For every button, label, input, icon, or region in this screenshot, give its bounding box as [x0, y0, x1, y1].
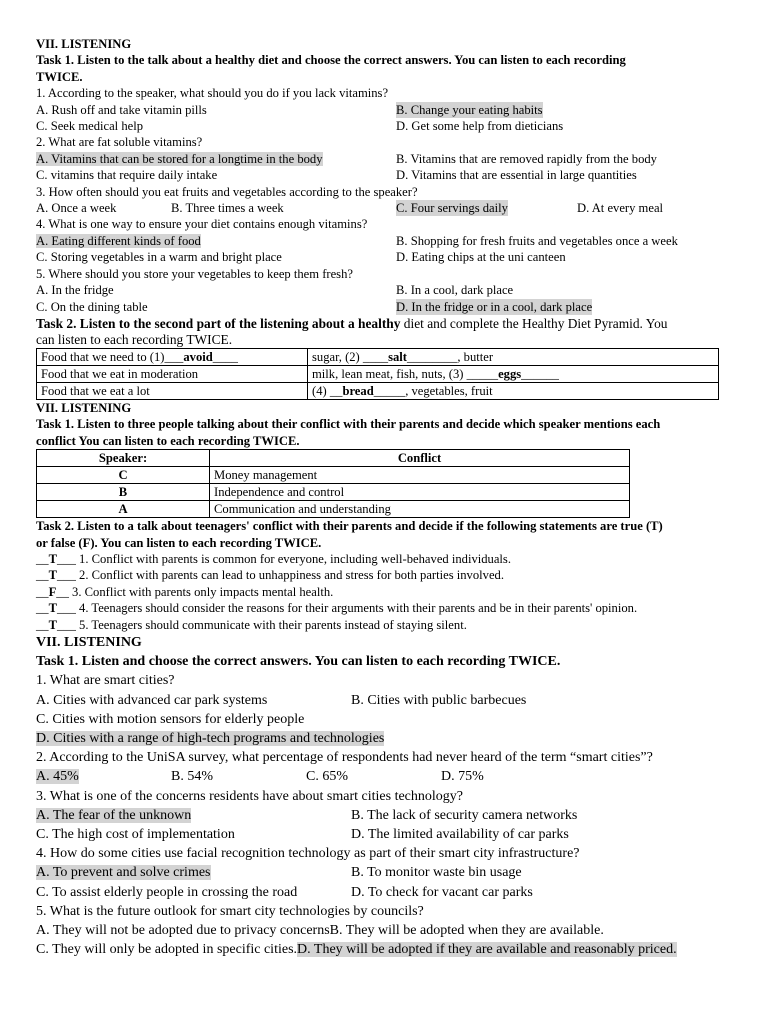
statement-text: ___ 4. Teenagers should consider the reasons for their arguments with their parents and be in their parents' opinion.	[57, 601, 638, 616]
table-cell	[308, 348, 719, 365]
option-b: B. Vitamins that are removed rapidly from the body	[396, 151, 657, 166]
option-c: C. 65%	[306, 769, 348, 785]
option-c: C. Storing vegetables in a warm and bright place	[36, 250, 282, 265]
speaker-cell: B	[37, 484, 210, 501]
table-cell	[37, 348, 308, 365]
blank: __	[36, 568, 49, 583]
option-d: D. The limited availability of car parks	[351, 827, 569, 842]
cell-text: ____	[212, 349, 238, 364]
task-instruction: Task 1. Listen and choose the correct answers. You can listen to each recording TWICE.	[36, 654, 561, 670]
table-row	[37, 382, 719, 399]
option-row	[36, 299, 736, 315]
option-d-selected: D. They will be adopted if they are available and reasonably priced.	[297, 942, 677, 958]
option-a-selected: A. To prevent and solve crimes	[36, 865, 211, 881]
option-a: A. Rush off and take vitamin pills	[36, 102, 207, 117]
cell-text: _____, vegetables, fruit	[373, 383, 493, 398]
answer-text: avoid	[183, 349, 213, 364]
question-5: 5. Where should you store your vegetables to keep them fresh?	[36, 266, 353, 281]
cell-text: Food that we need to (1)___	[41, 349, 184, 364]
statement-2	[36, 567, 736, 583]
option-row	[36, 806, 736, 825]
option-row	[36, 940, 736, 959]
table-cell	[37, 365, 308, 382]
section-healthy-diet	[36, 36, 736, 400]
question-4: 4. How do some cities use facial recognition technology as part of their smart city infrastructure?	[36, 846, 580, 862]
section-parent-conflict	[36, 400, 736, 633]
task-2-instruction	[36, 315, 736, 332]
speaker-cell: A	[37, 501, 210, 518]
option-d: D. At every meal	[577, 201, 664, 216]
answer-text: T	[48, 551, 57, 566]
speaker-conflict-table	[36, 449, 630, 518]
conflict-cell: Independence and control	[210, 484, 630, 501]
option-b: B. 54%	[171, 769, 213, 785]
option-c: C. They will only be adopted in specific cities.	[36, 942, 298, 958]
blank: __	[36, 551, 49, 566]
table-row	[37, 467, 630, 484]
option-c-selected: C. Four servings daily	[396, 201, 508, 216]
answer-text: T	[48, 601, 57, 616]
statement-text: ___ 5. Teenagers should communicate with their parents instead of staying silent.	[57, 617, 467, 632]
option-a-selected: A. 45%	[36, 769, 79, 785]
statement-text: ___ 2. Conflict with parents can lead to unhappiness and stress for both parties involved.	[57, 568, 504, 583]
question-2: 2. What are fat soluble vitamins?	[36, 135, 203, 150]
table-row	[37, 348, 719, 365]
statement-text: ___ 1. Conflict with parents is common for everyone, including well-behaved individuals.	[57, 551, 511, 566]
question-5: 5. What is the future outlook for smart city technologies by councils?	[36, 903, 424, 919]
task-2-instruction-cont: or false (F). You can listen to each recording TWICE.	[36, 535, 322, 550]
statement-5	[36, 617, 736, 633]
cell-text: ______	[521, 366, 559, 381]
option-d-selected: D. In the fridge or in a cool, dark place	[396, 299, 593, 314]
option-row	[36, 233, 736, 249]
task-instruction: Task 1. Listen to the talk about a healthy diet and choose the correct answers. You can listen to each recording	[36, 53, 626, 68]
option-c: C. Cities with motion sensors for elderly people	[36, 711, 305, 727]
option-row	[36, 118, 736, 134]
cell-text: milk, lean meat, fish, nuts, (3) _____	[312, 366, 499, 381]
table-cell	[37, 382, 308, 399]
statement-4	[36, 600, 736, 616]
table-row	[37, 484, 630, 501]
column-header-conflict: Conflict	[210, 450, 630, 467]
conflict-cell: Money management	[210, 467, 630, 484]
cell-text: (4) __	[312, 383, 343, 398]
option-d-selected: D. Cities with a range of high-tech programs and technologies	[36, 730, 385, 746]
option-b: B. In a cool, dark place	[396, 283, 514, 298]
answer-text: bread	[342, 383, 374, 398]
healthy-diet-pyramid-table	[36, 348, 719, 400]
cell-text: sugar, (2) ____	[312, 349, 389, 364]
statement-text: __ 3. Conflict with parents only impacts mental health.	[56, 584, 334, 599]
section-heading: VII. LISTENING	[36, 37, 132, 51]
answer-text: salt	[388, 349, 407, 364]
speaker-cell: C	[37, 467, 210, 484]
question-4: 4. What is one way to ensure your diet contains enough vitamins?	[36, 217, 368, 232]
option-a: A. Cities with advanced car park systems	[36, 692, 268, 708]
option-d: D. Vitamins that are essential in large quantities	[396, 168, 637, 183]
option-d: D. To check for vacant car parks	[351, 884, 533, 900]
option-row	[36, 825, 736, 844]
answer-text: T	[48, 568, 57, 583]
statement-3	[36, 584, 736, 600]
option-row	[36, 729, 736, 748]
option-row	[36, 691, 736, 710]
option-row	[36, 151, 736, 167]
cell-text: ________, butter	[406, 349, 494, 364]
option-c: C. On the dining table	[36, 299, 148, 314]
table-cell	[308, 365, 719, 382]
task-instruction: Task 1. Listen to three people talking about their conflict with their parents and decide which speaker mentions each	[36, 417, 661, 432]
task-2-bold: Task 2. Listen to the second part of the listening about a healthy	[36, 315, 401, 331]
task-2-instruction: Task 2. Listen to a talk about teenagers' conflict with their parents and decide if the following statements are true (T)	[36, 519, 663, 534]
task-instruction-cont: conflict You can listen to each recording TWICE.	[36, 433, 300, 448]
blank: __	[36, 617, 49, 632]
option-c: C. Seek medical help	[36, 119, 144, 134]
table-header-row	[37, 450, 630, 467]
section-heading: VII. LISTENING	[36, 400, 132, 415]
question-3: 3. What is one of the concerns residents have about smart cities technology?	[36, 788, 463, 804]
option-c: C. The high cost of implementation	[36, 827, 235, 842]
conflict-cell: Communication and understanding	[210, 501, 630, 518]
option-b: B. Shopping for fresh fruits and vegetables once a week	[396, 233, 678, 248]
answer-text: T	[48, 617, 57, 632]
option-a-selected: A. Eating different kinds of food	[36, 233, 201, 248]
blank: __	[36, 584, 49, 599]
option-c: C. vitamins that require daily intake	[36, 168, 218, 183]
option-d: D. 75%	[441, 769, 484, 785]
option-a-selected: A. The fear of the unknown	[36, 807, 192, 823]
blank: __	[36, 601, 49, 616]
option-row	[36, 883, 736, 902]
question-2: 2. According to the UniSA survey, what percentage of respondents had never heard of the term “smart cities”?	[36, 750, 653, 766]
section-heading: VII. LISTENING	[36, 634, 142, 650]
option-row	[36, 282, 736, 298]
option-a: A. In the fridge	[36, 283, 114, 298]
option-b-selected: B. Change your eating habits	[396, 102, 543, 117]
option-b: B. To monitor waste bin usage	[351, 865, 522, 881]
option-row	[36, 249, 736, 265]
table-cell	[308, 382, 719, 399]
task-2-rest: diet and complete the Healthy Diet Pyramid. You	[400, 315, 668, 331]
statement-1	[36, 551, 736, 567]
worksheet-page	[36, 36, 736, 959]
option-row	[36, 200, 736, 216]
question-3: 3. How often should you eat fruits and vegetables according to the speaker?	[36, 184, 418, 199]
option-a-selected: A. Vitamins that can be stored for a longtime in the body	[36, 151, 323, 166]
cell-text: Food that we eat in moderation	[41, 366, 199, 381]
option-b: B. Three times a week	[171, 201, 284, 216]
table-row	[37, 501, 630, 518]
option-row	[36, 767, 736, 786]
option-d: D. Get some help from dieticians	[396, 119, 564, 134]
option-row	[36, 102, 736, 118]
option-a: A. Once a week	[36, 201, 117, 216]
question-1: 1. What are smart cities?	[36, 673, 175, 689]
column-header-speaker: Speaker:	[37, 450, 210, 467]
option-row	[36, 167, 736, 183]
option-b: B. The lack of security camera networks	[351, 807, 578, 823]
answer-text: eggs	[498, 366, 522, 381]
task-2-instruction-cont: can listen to each recording TWICE.	[36, 331, 233, 347]
table-row	[37, 365, 719, 382]
cell-text: Food that we eat a lot	[41, 383, 150, 398]
option-c: C. To assist elderly people in crossing the road	[36, 884, 298, 900]
option-row	[36, 863, 736, 882]
option-b: B. Cities with public barbecues	[351, 692, 527, 708]
section-smart-cities	[36, 633, 736, 959]
question-1: 1. According to the speaker, what should you do if you lack vitamins?	[36, 86, 389, 101]
option-row: A. They will not be adopted due to privacy concernsB. They will be adopted when they are available.	[36, 923, 604, 939]
task-instruction-cont: TWICE.	[36, 69, 83, 84]
answer-text: F	[48, 584, 57, 599]
option-d: D. Eating chips at the uni canteen	[396, 250, 566, 265]
